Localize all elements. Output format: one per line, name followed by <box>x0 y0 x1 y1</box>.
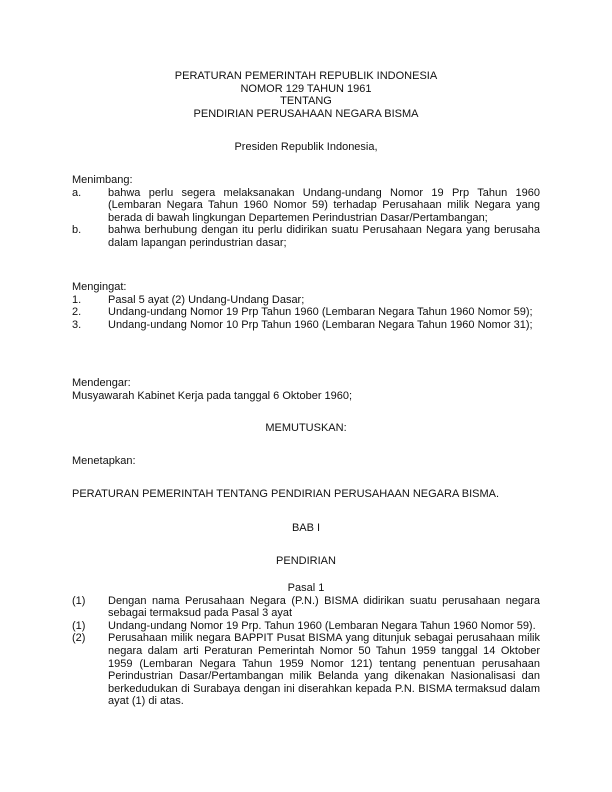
title-line: PERATURAN PEMERINTAH REPUBLIK INDONESIA <box>174 70 438 82</box>
list-item <box>72 187 540 225</box>
item-text: bahwa berhubung dengan itu perlu didirikan suatu Perusahaan Negara yang berusaha dalam lapangan perindustrian dasar; <box>108 224 540 249</box>
item-text: Dengan nama Perusahaan Negara (P.N.) BISMA didirikan suatu perusahaan negara sebagai termaksud pada Pasal 3 ayat <box>108 594 540 620</box>
section-heading: Menimbang: <box>72 174 133 186</box>
list-item <box>72 224 540 249</box>
section-heading: Mendengar: <box>72 377 131 389</box>
list-item <box>72 319 540 332</box>
memutuskan: MEMUTUSKAN: <box>265 422 347 434</box>
mendengar-section <box>72 377 540 402</box>
list-item <box>72 620 540 633</box>
chapter-number: BAB I <box>291 522 321 534</box>
item-number: (1) <box>72 594 86 607</box>
decree-title: PERATURAN PEMERINTAH TENTANG PENDIRIAN PERUSAHAAN NEGARA BISMA. <box>72 488 500 500</box>
mengingat-section <box>72 281 540 331</box>
item-number: b. <box>72 224 82 237</box>
preamble: Presiden Republik Indonesia, <box>234 141 378 153</box>
pasal-1-section <box>72 582 540 708</box>
item-number: 2. <box>72 306 82 319</box>
section-heading: Mengingat: <box>72 281 127 293</box>
menimbang-section <box>72 174 540 250</box>
item-number: 1. <box>72 293 82 306</box>
item-number: (2) <box>72 632 86 645</box>
item-text: Undang-undang Nomor 19 Prp Tahun 1960 (Lembaran Negara Tahun 1960 Nomor 59); <box>108 306 533 319</box>
title-line: TENTANG <box>280 95 332 108</box>
title-line: NOMOR 129 TAHUN 1961 <box>240 82 372 95</box>
document-title <box>72 70 540 120</box>
list-item <box>72 294 540 307</box>
article-heading: Pasal 1 <box>287 582 325 594</box>
menetapkan: Menetapkan: <box>72 455 136 467</box>
chapter-title: PENDIRIAN <box>276 555 336 567</box>
list-item <box>72 632 540 708</box>
item-number: (1) <box>72 619 86 632</box>
item-text: bahwa perlu segera melaksanakan Undang-undang Nomor 19 Prp Tahun 1960 (Lembaran Negara Tahun 1960 Nomor 59) terhadap Perusahaan milik Negara yang berada di bawah lingkungan Departemen Perindustrian Dasar/Pertambangan; <box>108 186 540 224</box>
item-text: Perusahaan milik negara BAPPIT Pusat BISMA yang ditunjuk sebagai perusahaan milik negara dalam arti Peraturan Pemerintah Nomor 50 Tahun 1959 tanggal 14 Oktober 1959 (Lembaran Negara Tahun 1959 Nomor 121) tentang penentuan perusahaan Perindustrian Dasar/Pertambangan milik Belanda yang dikenakan Nasionalisasi dan berkedudukan di Surabaya dengan ini diserahkan kepada P.N. BISMA termaksud dalam ayat (1) di atas. <box>108 632 540 708</box>
item-text: Undang-undang Nomor 19 Prp. Tahun 1960 (Lembaran Negara Tahun 1960 Nomor 59). <box>108 619 536 632</box>
title-line: PENDIRIAN PERUSAHAAN NEGARA BISMA <box>193 107 419 120</box>
item-number: a. <box>72 186 82 199</box>
list-item <box>72 306 540 319</box>
list-item <box>72 595 540 620</box>
item-text: Undang-undang Nomor 10 Prp Tahun 1960 (Lembaran Negara Tahun 1960 Nomor 31); <box>108 318 533 331</box>
section-text: Musyawarah Kabinet Kerja pada tanggal 6 Oktober 1960; <box>72 389 353 402</box>
item-text: Pasal 5 ayat (2) Undang-Undang Dasar; <box>108 293 305 306</box>
item-number: 3. <box>72 318 82 331</box>
